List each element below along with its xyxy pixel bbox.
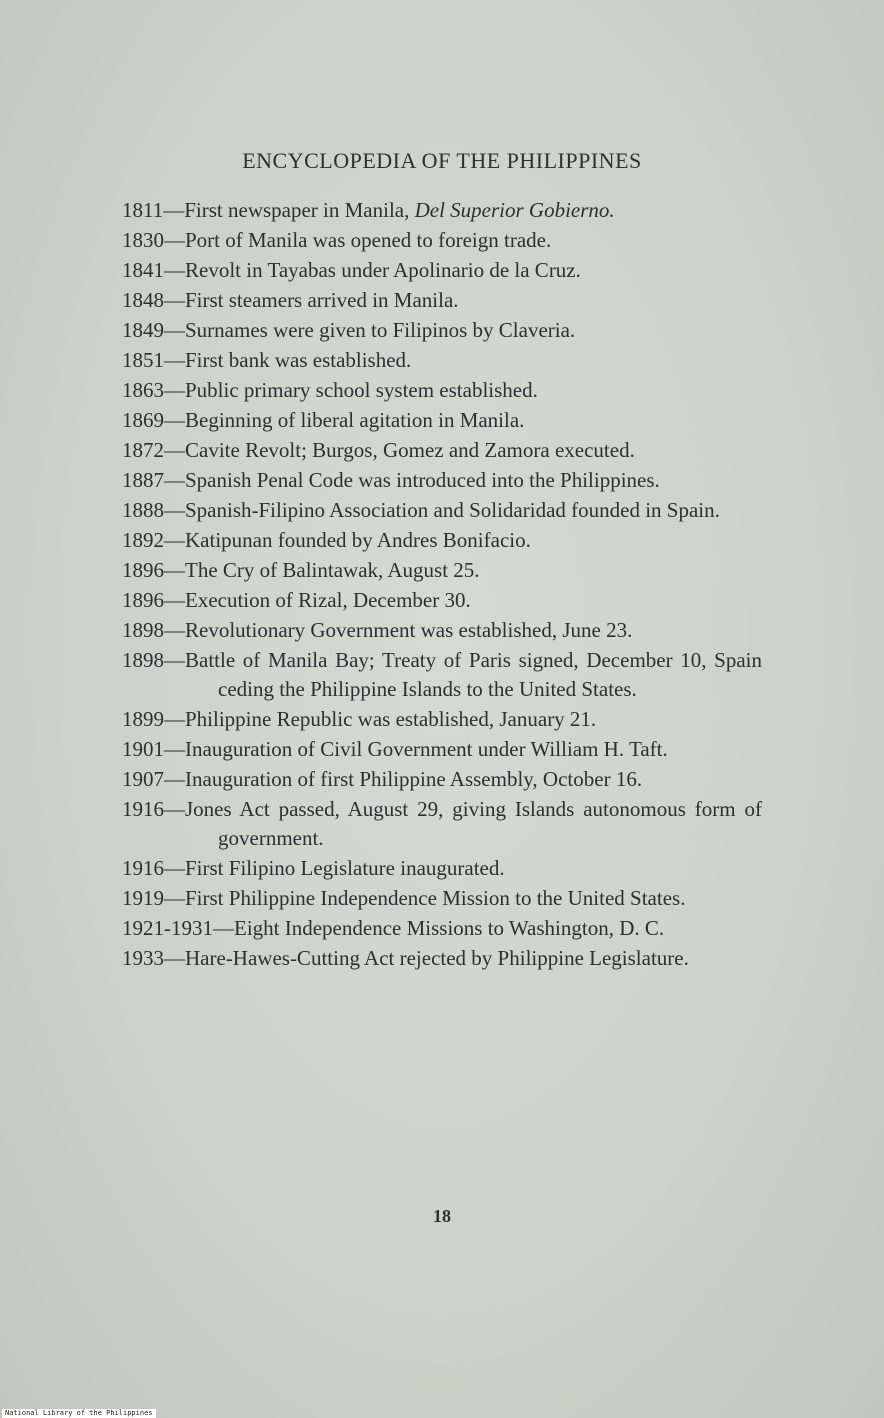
entry-text: Port of Manila was opened to foreign trade.: [185, 228, 552, 252]
entry-text: Revolt in Tayabas under Apolinario de la Cruz.: [185, 258, 581, 282]
entry-text: Katipunan founded by Andres Bonifacio.: [185, 528, 531, 552]
entry-year: 1919: [122, 886, 164, 910]
chronology-entry: [122, 286, 762, 315]
entry-dash: —: [164, 856, 185, 880]
entry-year: 1907: [122, 767, 164, 791]
entry-year: 1899: [122, 707, 164, 731]
entry-dash: —: [164, 498, 185, 522]
chronology-entry: [122, 316, 762, 345]
entry-dash: —: [164, 438, 185, 462]
entry-text: Cavite Revolt; Burgos, Gomez and Zamora executed.: [185, 438, 635, 462]
entry-dash: —: [164, 288, 185, 312]
chronology-entry: [122, 884, 762, 913]
entry-text: Inauguration of Civil Government under William H. Taft.: [185, 737, 668, 761]
entry-text: Eight Independence Missions to Washington, D. C.: [234, 916, 665, 940]
entry-year: 1872: [122, 438, 164, 462]
entry-dash: —: [164, 408, 185, 432]
entry-text: Battle of Manila Bay; Treaty of Paris signed, December 10, Spain ceding the Philippine Islands to the United States.: [185, 648, 762, 701]
entry-year: 1811: [122, 198, 164, 222]
entry-year: 1849: [122, 318, 164, 342]
entry-year: 1863: [122, 378, 164, 402]
library-credit: National Library of the Philippines: [2, 1409, 156, 1418]
entry-text: First Philippine Independence Mission to the United States.: [185, 886, 686, 910]
entry-year: 1892: [122, 528, 164, 552]
entry-dash: —: [164, 228, 185, 252]
entry-dash: —: [164, 797, 185, 821]
entry-dash: —: [164, 468, 185, 492]
chronology-entry: [122, 496, 762, 525]
chronology-entry: [122, 466, 762, 495]
chronology-entry: [122, 226, 762, 255]
entry-year: 1898: [122, 618, 164, 642]
entry-dash: —: [164, 378, 185, 402]
entry-text: Inauguration of first Philippine Assembly, October 16.: [185, 767, 643, 791]
entry-year: 1898: [122, 648, 164, 672]
entry-dash: —: [164, 737, 185, 761]
entry-year: 1896: [122, 558, 164, 582]
entry-year: 1830: [122, 228, 164, 252]
chronology-list: [122, 196, 762, 974]
chronology-entry: [122, 616, 762, 645]
entry-year: 1848: [122, 288, 164, 312]
entry-year: 1851: [122, 348, 164, 372]
entry-dash: —: [213, 916, 234, 940]
entry-text: Jones Act passed, August 29, giving Islands autonomous form of government.: [185, 797, 762, 850]
chronology-entry: [122, 765, 762, 794]
chronology-entry: [122, 914, 762, 943]
chronology-entry: [122, 705, 762, 734]
entry-dash: —: [164, 258, 185, 282]
entry-dash: —: [164, 528, 185, 552]
page-number: 18: [433, 1206, 451, 1226]
entry-text: First bank was established.: [185, 348, 412, 372]
chronology-entry: [122, 376, 762, 405]
chronology-entry: [122, 944, 762, 973]
chronology-entry: [122, 196, 762, 225]
entry-publication-title: Del Superior Gobierno.: [414, 198, 615, 222]
chronology-entry: [122, 346, 762, 375]
chronology-entry: [122, 256, 762, 285]
entry-text: First newspaper in Manila,: [184, 198, 415, 222]
chronology-entry: [122, 646, 762, 704]
entry-text: Execution of Rizal, December 30.: [185, 588, 471, 612]
chronology-entry: [122, 735, 762, 764]
chronology-entry: [122, 436, 762, 465]
chronology-entry: [122, 526, 762, 555]
chronology-entry: [122, 406, 762, 435]
entry-text: Surnames were given to Filipinos by Claveria.: [185, 318, 576, 342]
entry-year: 1869: [122, 408, 164, 432]
entry-text: First steamers arrived in Manila.: [185, 288, 459, 312]
entry-text: Spanish-Filipino Association and Solidaridad founded in Spain.: [185, 498, 720, 522]
chronology-entry: [122, 795, 762, 853]
entry-dash: —: [164, 348, 185, 372]
entry-year: 1916: [122, 856, 164, 880]
entry-dash: —: [164, 588, 185, 612]
entry-year: 1887: [122, 468, 164, 492]
chronology-entry: [122, 586, 762, 615]
entry-text: Public primary school system established.: [185, 378, 538, 402]
page-title: ENCYCLOPEDIA OF THE PHILIPPINES: [242, 148, 642, 173]
entry-text: Spanish Penal Code was introduced into the Philippines.: [185, 468, 660, 492]
entry-text: Philippine Republic was established, January 21.: [185, 707, 597, 731]
entry-year: 1901: [122, 737, 164, 761]
entry-dash: —: [164, 707, 185, 731]
entry-year: 1888: [122, 498, 164, 522]
entry-text: Hare-Hawes-Cutting Act rejected by Philippine Legislature.: [185, 946, 689, 970]
chronology-entry: [122, 556, 762, 585]
entry-year: 1841: [122, 258, 164, 282]
entry-dash: —: [164, 946, 185, 970]
entry-dash: —: [164, 648, 185, 672]
entry-dash: —: [164, 318, 185, 342]
entry-year: 1921-1931: [122, 916, 213, 940]
entry-year: 1933: [122, 946, 164, 970]
entry-text: The Cry of Balintawak, August 25.: [185, 558, 480, 582]
entry-dash: —: [164, 886, 185, 910]
entry-dash: —: [164, 618, 185, 642]
chronology-entry: [122, 854, 762, 883]
entry-year: 1916: [122, 797, 164, 821]
entry-dash: —: [163, 198, 185, 222]
entry-text: Revolutionary Government was established, June 23.: [185, 618, 633, 642]
entry-text: Beginning of liberal agitation in Manila.: [185, 408, 525, 432]
entry-year: 1896: [122, 588, 164, 612]
entry-dash: —: [164, 558, 185, 582]
entry-dash: —: [164, 767, 185, 791]
entry-text: First Filipino Legislature inaugurated.: [185, 856, 505, 880]
